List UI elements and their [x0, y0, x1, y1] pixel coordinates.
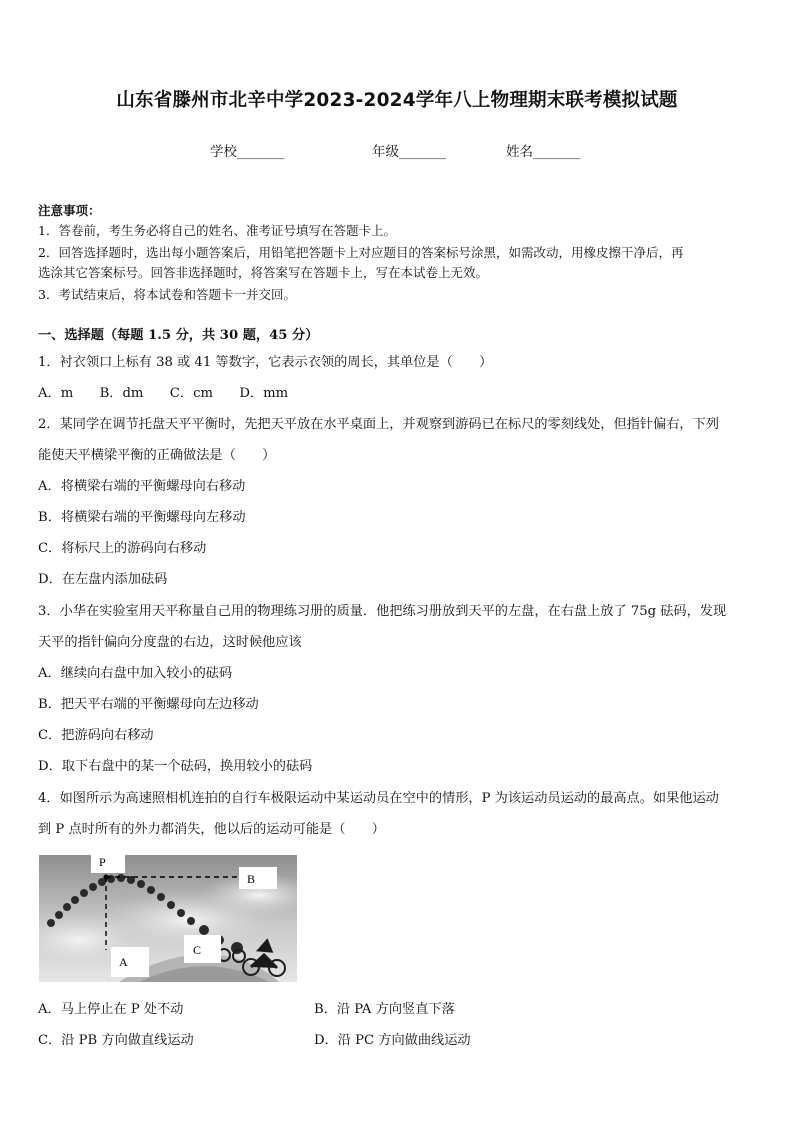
- grade-field: 年级_______: [372, 144, 447, 160]
- q2-stem: 2．某同学在调节托盘天平平衡时，先把天平放在水平桌面上，并观察到游码已在标尺的零刻线处，但指针偏右，下列: [38, 417, 719, 432]
- q1-options: A．m B．dm C．cm D．mm: [38, 386, 289, 401]
- label-a: A: [119, 955, 128, 969]
- q3-stem-cont: 天平的指针偏向分度盘的右边，这时候他应该: [38, 635, 302, 650]
- label-box-p: [91, 855, 125, 873]
- q4-option-a: A．马上停止在 P 处不动: [38, 1002, 184, 1017]
- q4-stem: 4．如图所示为高速照相机连拍的自行车极限运动中某运动员在空中的情形，P 为该运动员运动的最高点。如果他运动: [38, 791, 719, 806]
- label-box-c: [184, 935, 221, 963]
- q2-stem-cont: 能使天平横梁平衡的正确做法是（ ）: [38, 448, 276, 463]
- notes-heading: 注意事项：: [38, 203, 101, 218]
- label-p: P: [99, 855, 106, 869]
- q2-option-c: C．将标尺上的游码向右移动: [38, 541, 207, 556]
- motocross-photo: [39, 855, 297, 982]
- label-b: B: [247, 872, 256, 886]
- q4-stem-cont: 到 P 点时所有的外力都消失，他以后的运动可能是（ ）: [38, 822, 385, 837]
- label-box-a: [111, 947, 149, 977]
- q3-option-b: B．把天平右端的平衡螺母向左边移动: [38, 697, 259, 712]
- q3-option-d: D．取下右盘中的某一个砝码，换用较小的砝码: [38, 759, 313, 774]
- q4-option-d: D．沿 PC 方向做曲线运动: [314, 1033, 471, 1048]
- q3-stem: 3．小华在实验室用天平称量自己用的物理练习册的质量．他把练习册放到天平的左盘，在右盘上放了 75g 砝码，发现: [38, 604, 727, 619]
- label-c: C: [193, 943, 202, 957]
- name-field: 姓名_______: [506, 144, 581, 160]
- q4-option-c: C．沿 PB 方向做直线运动: [38, 1033, 194, 1048]
- q2-option-d: D．在左盘内添加砝码: [38, 572, 168, 587]
- note-1: 1．答卷前，考生务必将自己的姓名、准考证号填写在答题卡上。: [38, 223, 396, 238]
- school-field: 学校_______: [210, 144, 285, 160]
- section-heading: 一、选择题（每题 1.5 分，共 30 题，45 分）: [38, 328, 319, 343]
- point-p-marker: [103, 874, 108, 879]
- note-3: 3．考试结束后，将本试卷和答题卡一并交回。: [38, 287, 296, 302]
- q4-option-b: B．沿 PA 方向竖直下落: [314, 1002, 455, 1017]
- q2-option-a: A．将横梁右端的平衡螺母向右移动: [38, 479, 246, 494]
- note-2-cont: 选涂其它答案标号。回答非选择题时，将答案写在答题卡上，写在本试卷上无效。: [38, 265, 489, 280]
- q1-stem: 1．衬衣领口上标有 38 或 41 等数字，它表示衣领的周长，其单位是（ ）: [38, 355, 493, 370]
- q2-option-b: B．将横梁右端的平衡螺母向左移动: [38, 510, 246, 525]
- label-box-b: [239, 867, 277, 889]
- note-2: 2．回答选择题时，选出每小题答案后，用铅笔把答题卡上对应题目的答案标号涂黑，如需改动，用橡皮擦干净后，再: [38, 245, 684, 260]
- page-title: 山东省滕州市北辛中学2023-2024学年八上物理期末联考模拟试题: [116, 90, 678, 111]
- q3-option-a: A．继续向右盘中加入较小的砝码: [38, 666, 233, 681]
- motocross-figure: [39, 855, 297, 982]
- q3-option-c: C．把游码向右移动: [38, 728, 154, 743]
